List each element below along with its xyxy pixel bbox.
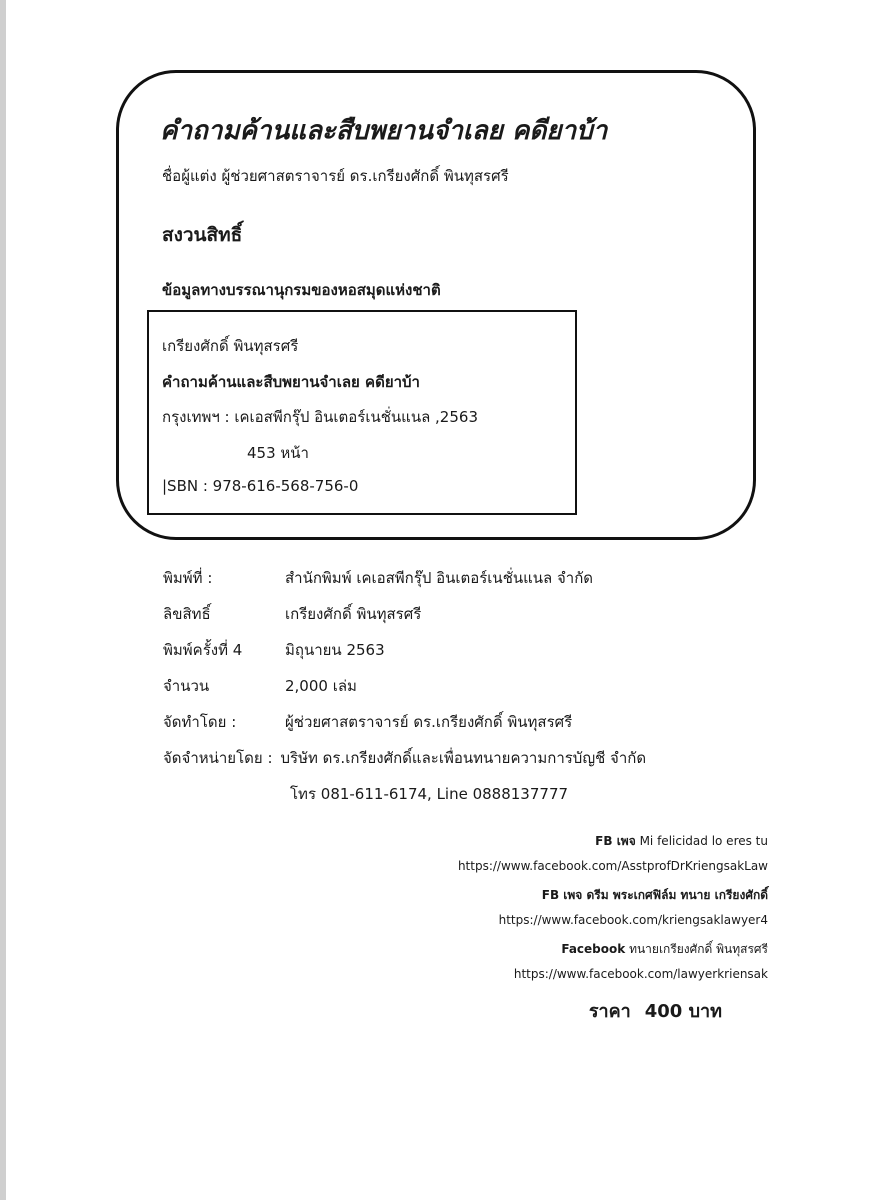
- pub-row-quantity: [163, 674, 357, 698]
- facebook-url-3[interactable]: https://www.facebook.com/lawyerkriensak: [513, 967, 768, 981]
- contact-line: โทร 081-611-6174, Line 0888137777: [290, 785, 569, 803]
- catalog-pages: 453 หน้า: [247, 444, 309, 462]
- price-amount: 400 บาท: [644, 1001, 722, 1022]
- pub-row-printer: [163, 566, 593, 590]
- pub-value: สำนักพิมพ์ เคเอสพีกรุ๊ป อินเตอร์เนชั่นแนล จำกัด: [285, 569, 594, 587]
- fb3-name: ทนายเกรียงศักดิ์ พินทุสรศรี: [629, 942, 768, 956]
- pub-label: จัดจำหน่ายโดย :: [163, 749, 273, 767]
- facebook-page-1: [595, 832, 768, 851]
- pub-value: เกรียงศักดิ์ พินทุสรศรี: [285, 605, 422, 623]
- catalog-publisher: กรุงเทพฯ : เคเอสพีกรุ๊ป อินเตอร์เนชั่นแนล ,2563: [162, 408, 478, 426]
- fb1-name: Mi felicidad lo eres tu: [639, 834, 768, 848]
- catalog-author: เกรียงศักดิ์ พินทุสรศรี: [162, 337, 299, 355]
- pub-label: พิมพ์ครั้งที่ 4: [163, 641, 243, 659]
- facebook-page-3: [561, 940, 768, 959]
- catalog-title: คำถามค้านและสืบพยานจำเลย คดียาบ้า: [162, 373, 420, 391]
- catalog-isbn: |SBN : 978-616-568-756-0: [162, 477, 359, 495]
- pub-row-edition: [163, 638, 385, 662]
- pub-value: ผู้ช่วยศาสตราจารย์ ดร.เกรียงศักดิ์ พินทุสรศรี: [285, 713, 573, 731]
- facebook-page-2: FB เพจ ดรีม พระเกศฟิล์ม ทนาย เกรียงศักดิ์: [541, 888, 768, 902]
- pub-value: 2,000 เล่ม: [285, 677, 357, 695]
- left-margin-bar: [0, 0, 6, 1200]
- pub-label: จำนวน: [163, 677, 210, 695]
- rights-heading: สงวนสิทธิ์: [162, 224, 243, 246]
- pub-row-producer: [163, 710, 572, 734]
- book-title: คำถามค้านและสืบพยานจำเลย คดียาบ้า: [160, 116, 608, 146]
- fb1-label: FB เพจ: [595, 834, 636, 848]
- catalog-heading: ข้อมูลทางบรรณานุกรมของหอสมุดแห่งชาติ: [162, 281, 441, 299]
- author-line: ชื่อผู้แต่ง ผู้ช่วยศาสตราจารย์ ดร.เกรียงศักดิ์ พินทุสรศรี: [162, 167, 509, 185]
- fb3-label: Facebook: [561, 942, 626, 956]
- facebook-url-1[interactable]: https://www.facebook.com/AsstprofDrKriengsakLaw: [457, 859, 768, 873]
- pub-label: ลิขสิทธิ์: [163, 605, 211, 623]
- pub-value: มิถุนายน 2563: [285, 641, 385, 659]
- pub-value: บริษัท ดร.เกรียงศักดิ์และเพื่อนทนายความการบัญชี จำกัด: [280, 749, 647, 767]
- pub-label: จัดทำโดย :: [163, 713, 237, 731]
- pub-label: พิมพ์ที่ :: [163, 569, 213, 587]
- price: [589, 996, 722, 1025]
- facebook-url-2[interactable]: https://www.facebook.com/kriengsaklawyer4: [498, 913, 768, 927]
- pub-row-distributor: [163, 746, 646, 770]
- pub-row-copyright: [163, 602, 421, 626]
- price-label: ราคา: [588, 1001, 631, 1022]
